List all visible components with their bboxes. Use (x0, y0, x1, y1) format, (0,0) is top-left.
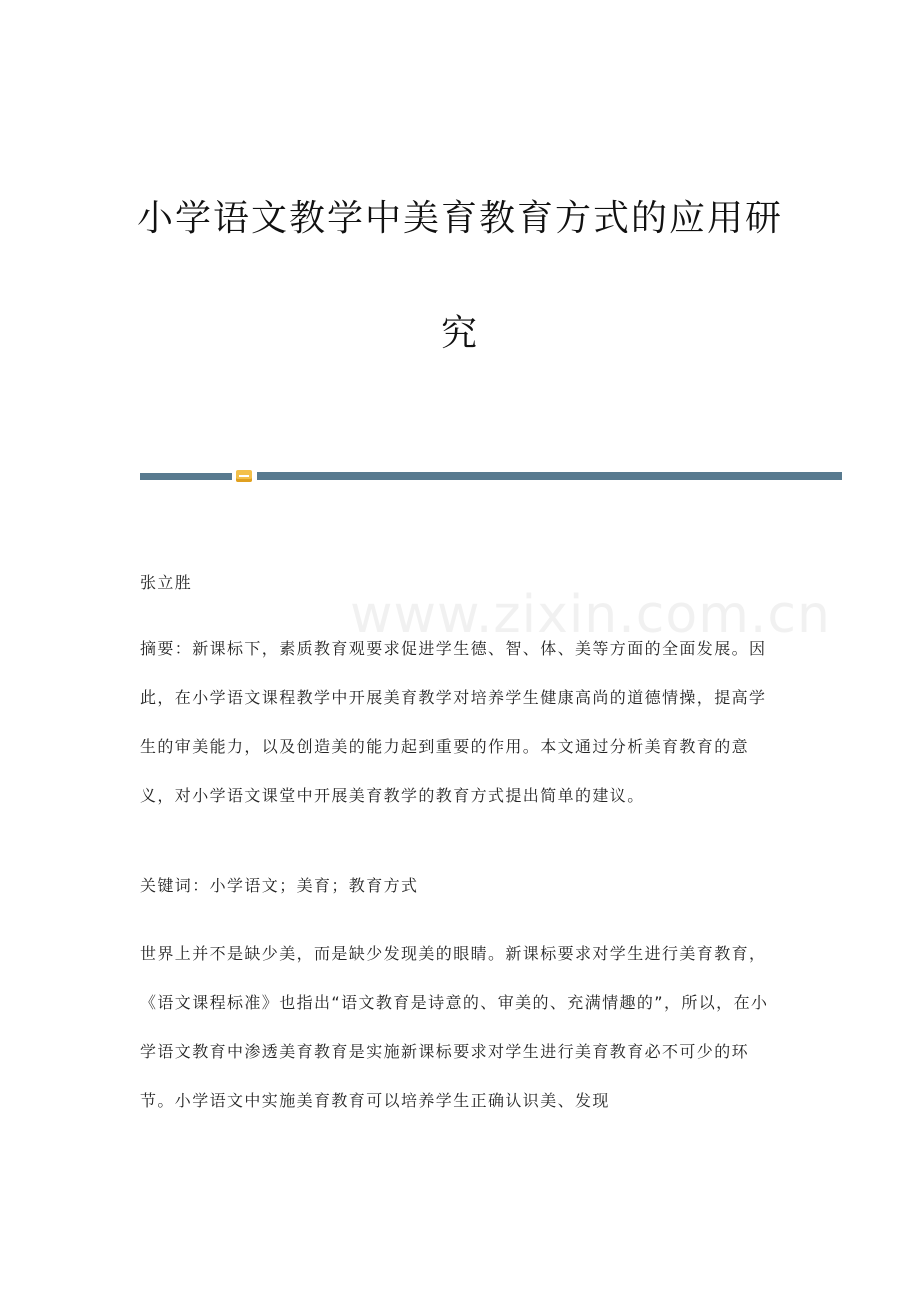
divider-badge-icon (236, 470, 252, 482)
divider-bar-right (257, 472, 842, 480)
document-title-line-2: 究 (440, 313, 479, 354)
watermark: www.zixin.com.cn (350, 585, 831, 645)
document-title-line-1: 小学语文教学中美育教育方式的应用研 (136, 198, 783, 239)
abstract-paragraph: 摘要：新课标下，素质教育观要求促进学生德、智、体、美等方面的全面发展。因此，在小学语文课程教学中开展美育教学对培养学生健康高尚的道德情操，提高学生的审美能力，以及创造美的能力起到重要的作用。本文通过分析美育教育的意义，对小学语文课堂中开展美育教学的教育方式提出简单的建议。 (140, 639, 767, 805)
title-divider (140, 470, 842, 484)
body-paragraph: 世界上并不是缺少美，而是缺少发现美的眼睛。新课标要求对学生进行美育教育，《语文课程标准》也指出“语文教育是诗意的、审美的、充满情趣的”，所以，在小学语文教育中渗透美育教育是实施新课标要求对学生进行美育教育必不可少的环节。小学语文中实施美育教育可以培养学生正确认识美、发现 (140, 944, 769, 1110)
divider-bar-left (140, 473, 232, 480)
author-name: 张立胜 (140, 573, 193, 592)
keywords-line: 关键词：小学语文；美育；教育方式 (140, 876, 419, 895)
